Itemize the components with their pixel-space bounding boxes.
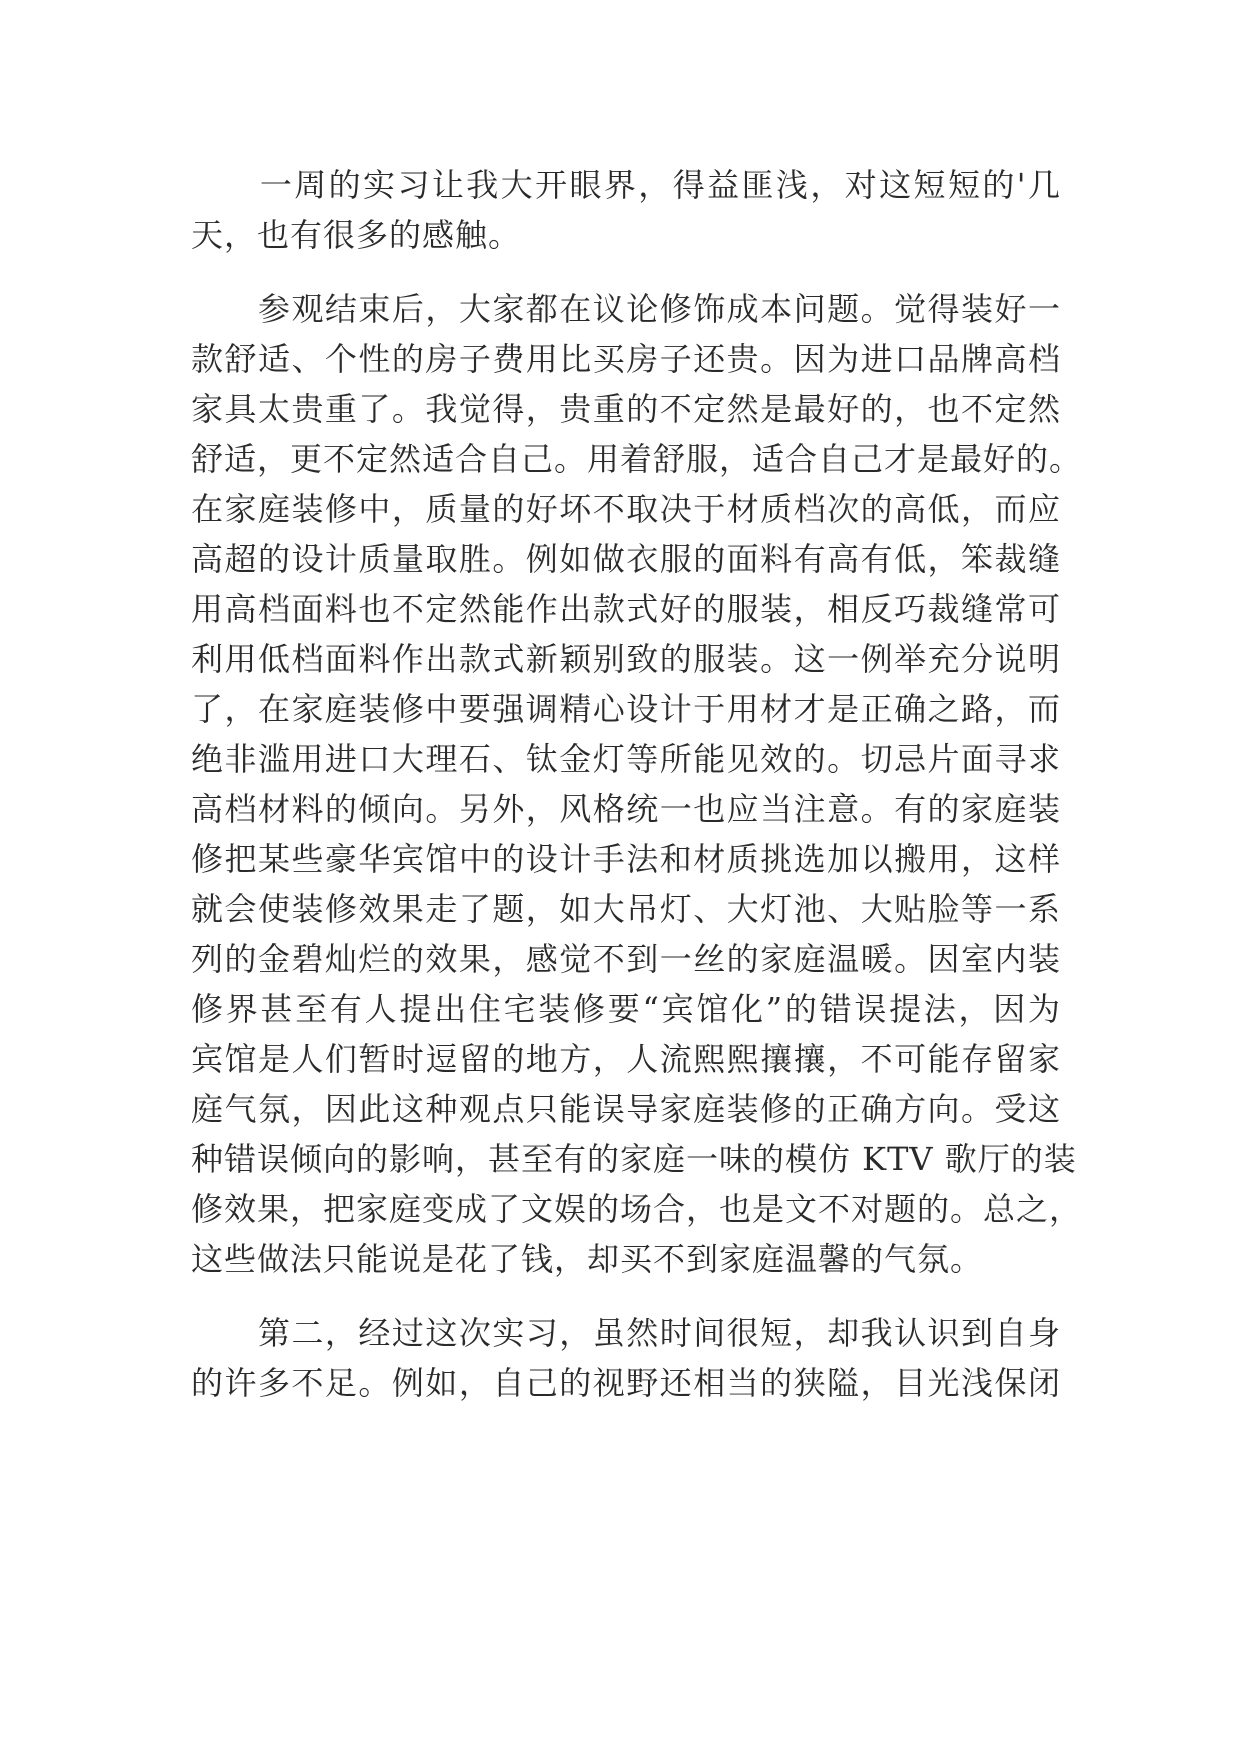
paragraph [191,160,1061,260]
text-line: 种错误倾向的影响，甚至有的家庭一味的模仿 KTV 歌厅的装 [191,1140,1077,1178]
text-line: 修把某些豪华宾馆中的设计手法和材质挑选加以搬用，这样 [191,840,1061,878]
text-line: 列的金碧灿烂的效果，感觉不到一丝的家庭温暖。因室内装 [191,940,1061,978]
text-line: 了，在家庭装修中要强调精心设计于用材才是正确之路，而 [191,690,1061,728]
text-line: 款舒适、个性的房子费用比买房子还贵。因为进口品牌高档 [191,340,1061,378]
text-line: 宾馆是人们暂时逗留的地方，人流熙熙攘攘，不可能存留家 [191,1040,1061,1078]
text-line: 这些做法只能说是花了钱，却买不到家庭温馨的气氛。 [191,1240,984,1278]
text-line: 天，也有很多的感触。 [191,216,522,254]
text-line: 舒适，更不定然适合自己。用着舒服，适合自己才是最好的。 [191,440,1083,478]
text-line: 在家庭装修中，质量的好坏不取决于材质档次的高低，而应 [191,490,1061,528]
text-line: 一周的实习让我大开眼界，得益匪浅，对这短短的'几 [191,166,1061,204]
text-line: 利用低档面料作出款式新颖别致的服装。这一例举充分说明 [191,640,1061,678]
paragraph [191,284,1083,1284]
text-line: 用高档面料也不定然能作出款式好的服装，相反巧裁缝常可 [191,590,1061,628]
text-line: 第二，经过这次实习，虽然时间很短，却我认识到自身 [191,1314,1061,1352]
text-line: 高超的设计质量取胜。例如做衣服的面料有高有低，笨裁缝 [191,540,1061,578]
text-line: 修效果，把家庭变成了文娱的场合，也是文不对题的。总之， [191,1190,1083,1228]
text-line: 家具太贵重了。我觉得，贵重的不定然是最好的，也不定然 [191,390,1061,428]
text-line: 高档材料的倾向。另外，风格统一也应当注意。有的家庭装 [191,790,1061,828]
text-line: 庭气氛，因此这种观点只能误导家庭装修的正确方向。受这 [191,1090,1061,1128]
text-line: 绝非滥用进口大理石、钛金灯等所能见效的。切忌片面寻求 [191,740,1061,778]
paragraph [191,1308,1061,1408]
text-line: 修界甚至有人提出住宅装修要“宾馆化”的错误提法，因为 [191,990,1061,1028]
text-line: 的许多不足。例如，自己的视野还相当的狭隘，目光浅保闭 [191,1364,1061,1402]
document-body [191,160,1083,1408]
text-line: 就会使装修效果走了题，如大吊灯、大灯池、大贴脸等一系 [191,890,1061,928]
text-line: 参观结束后，大家都在议论修饰成本问题。觉得装好一 [191,290,1061,328]
